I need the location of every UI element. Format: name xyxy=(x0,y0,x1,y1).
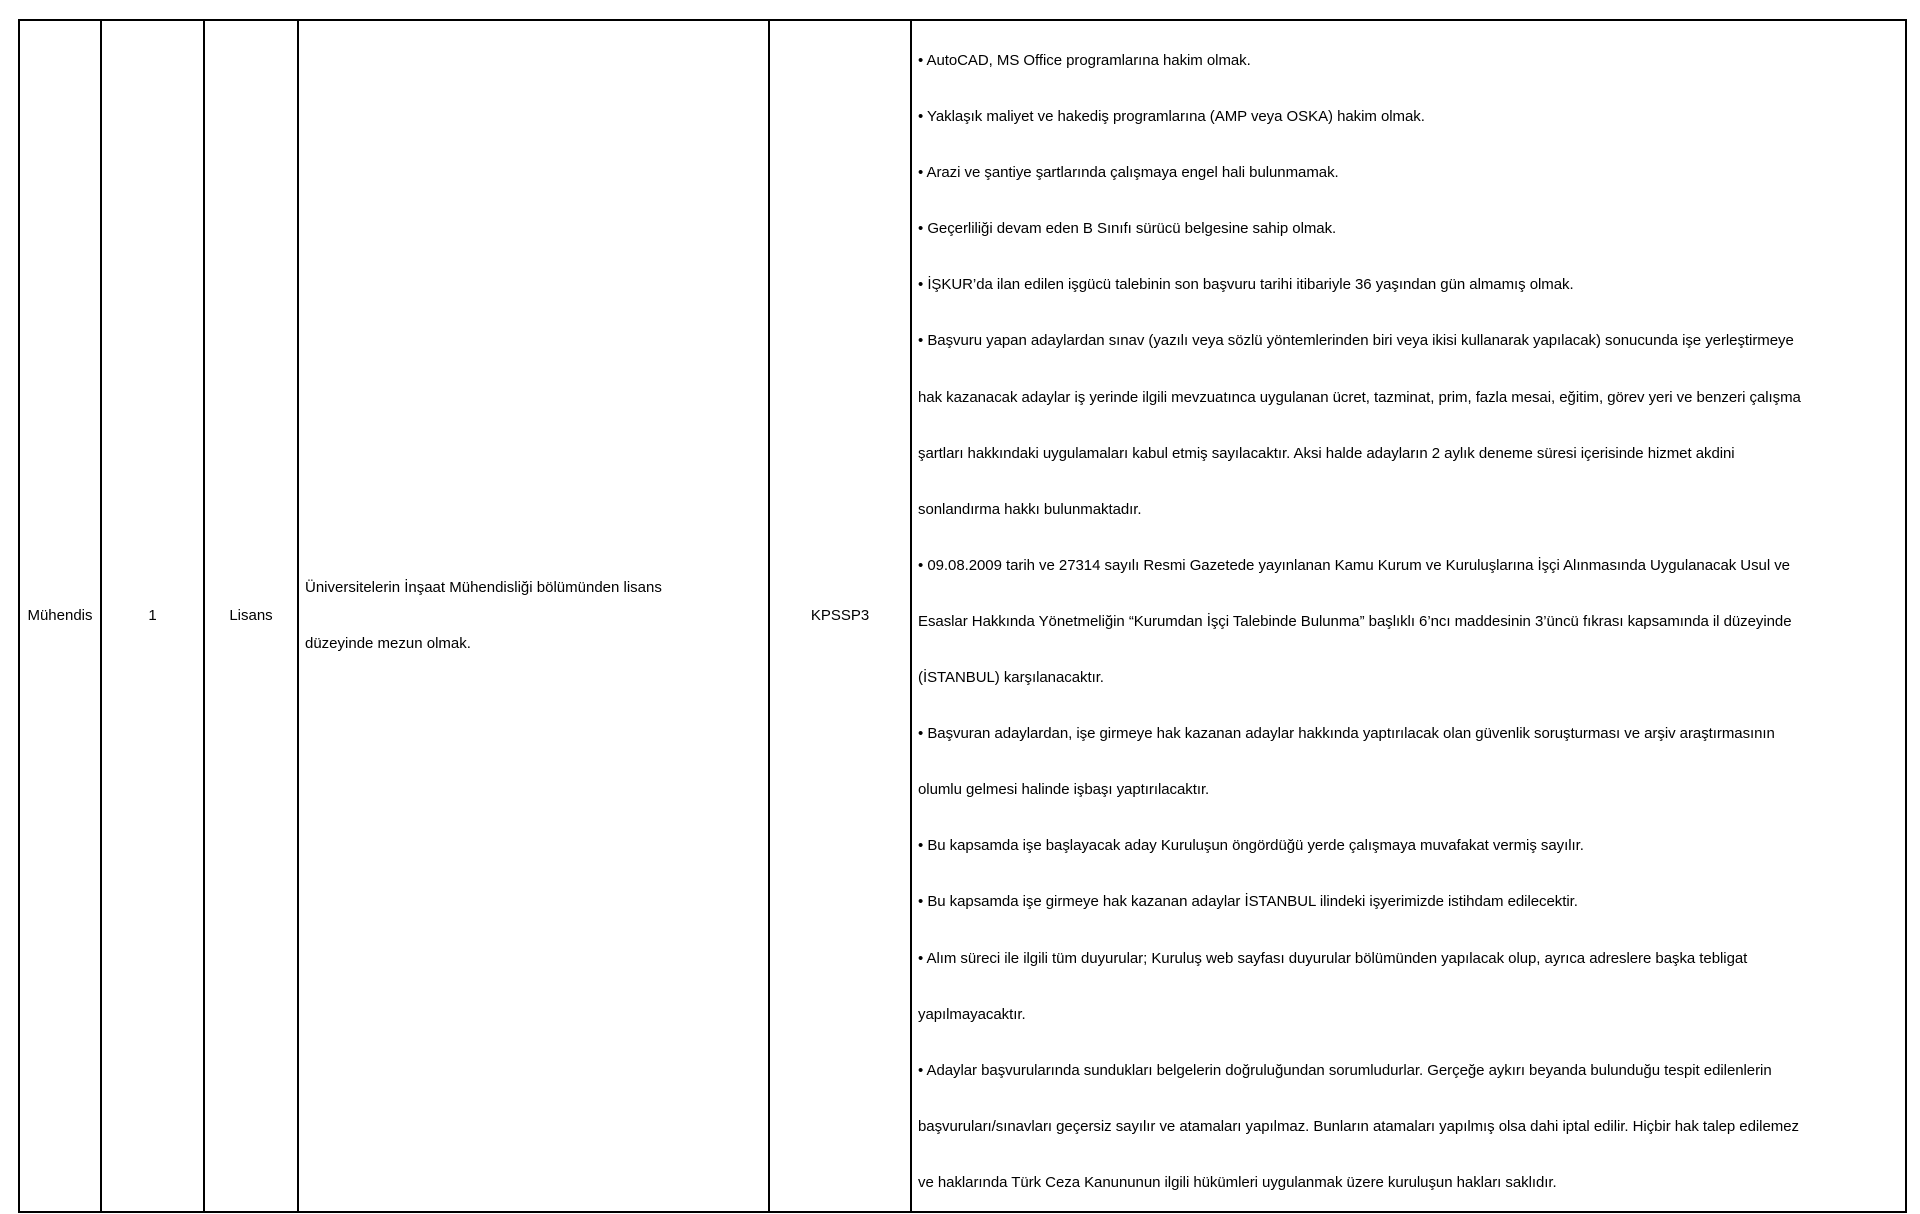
qualification-text xyxy=(299,560,768,672)
requirement-line: hak kazanacak adaylar iş yerinde ilgili mevzuatınca uygulanan ücret, tazminat, prim, fazla mesai, eğitim, görev yeri ve benzeri çalışma xyxy=(918,388,1801,406)
requirement-line: • Adaylar başvurularında sundukları belgelerin doğruluğundan sorumludurlar. Gerçeğe aykırı beyanda bulunduğu tespit edilenlerin xyxy=(918,1061,1772,1079)
requirement-line: • AutoCAD, MS Office programlarına hakim olmak. xyxy=(918,52,1251,69)
requirement-line: başvuruları/sınavları geçersiz sayılır ve atamaları yapılmaz. Bunların atamaları yapılmış olsa dahi iptal edilir. Hiçbir hak talep edilemez xyxy=(918,1117,1799,1135)
requirement-line: Esaslar Hakkında Yönetmeliğin “Kurumdan İşçi Talebinde Bulunma” başlıklı 6’ncı maddesinin 3’üncü fıkrası kapsamında il düzeyinde xyxy=(918,612,1792,630)
requirements-list xyxy=(912,21,1905,1211)
requirements-cell xyxy=(911,20,1906,1212)
requirement-line: olumlu gelmesi halinde işbaşı yaptırılacaktır. xyxy=(918,781,1210,799)
requirement-line: ve haklarında Türk Ceza Kanununun ilgili hükümleri uygulanmak üzere kuruluşun hakları saklıdır. xyxy=(918,1173,1557,1191)
exam-type: KPSSP3 xyxy=(810,607,870,625)
qualification-cell xyxy=(298,20,769,1212)
requirement-line: • Bu kapsamda işe girmeye hak kazanan adaylar İSTANBUL ilindeki işyerimizde istihdam edilecektir. xyxy=(918,893,1578,911)
requirement-line: • Arazi ve şantiye şartlarında çalışmaya engel hali bulunmamak. xyxy=(918,164,1339,182)
job-posting-table xyxy=(18,19,1907,1213)
position-cell xyxy=(19,20,101,1212)
requirement-line: • Geçerliliği devam eden B Sınıfı sürücü belgesine sahip olmak. xyxy=(918,220,1337,238)
education-level-cell xyxy=(204,20,298,1212)
position-title: Mühendis xyxy=(27,607,93,625)
qualification-line: Üniversitelerin İnşaat Mühendisliği bölümünden lisans xyxy=(305,578,662,596)
requirement-line: • 09.08.2009 tarih ve 27314 sayılı Resmi Gazetede yayınlanan Kamu Kurum ve Kuruluşlarına İşçi Alınmasında Uygulanacak Usul ve xyxy=(918,556,1790,574)
requirement-line: • Bu kapsamda işe başlayacak aday Kuruluşun öngördüğü yerde çalışmaya muvafakat vermiş sayılır. xyxy=(918,837,1584,855)
requirement-line: • Yaklaşık maliyet ve hakediş programlarına (AMP veya OSKA) hakim olmak. xyxy=(918,108,1425,126)
requirement-line: (İSTANBUL) karşılanacaktır. xyxy=(918,669,1104,687)
requirement-line: • Başvuru yapan adaylardan sınav (yazılı veya sözlü yöntemlerinden biri veya ikisi kullanarak yapılacak) sonucunda işe yerleştirmeye xyxy=(918,332,1794,350)
requirement-line: • Alım süreci ile ilgili tüm duyurular; Kuruluş web sayfası duyurular bölümünden yapılacak olup, ayrıca adreslere başka tebligat xyxy=(918,949,1748,967)
requirement-line: sonlandırma hakkı bulunmaktadır. xyxy=(918,500,1142,518)
count-cell xyxy=(101,20,204,1212)
requirement-line: • Başvuran adaylardan, işe girmeye hak kazanan adaylar hakkında yaptırılacak olan güvenlik soruşturması ve arşiv araştırmasının xyxy=(918,725,1775,743)
qualification-line: düzeyinde mezun olmak. xyxy=(305,634,471,652)
requirement-line: • İŞKUR’da ilan edilen işgücü talebinin son başvuru tarihi itibariyle 36 yaşından gün almamış olmak. xyxy=(918,276,1574,294)
exam-cell xyxy=(769,20,911,1212)
requirement-line: şartları hakkındaki uygulamaları kabul etmiş sayılacaktır. Aksi halde adayların 2 aylık deneme süresi içerisinde hizmet akdini xyxy=(918,444,1735,462)
position-count: 1 xyxy=(148,607,157,625)
table-row xyxy=(19,20,1906,1212)
requirement-line: yapılmayacaktır. xyxy=(918,1005,1026,1023)
education-level: Lisans xyxy=(229,607,273,625)
